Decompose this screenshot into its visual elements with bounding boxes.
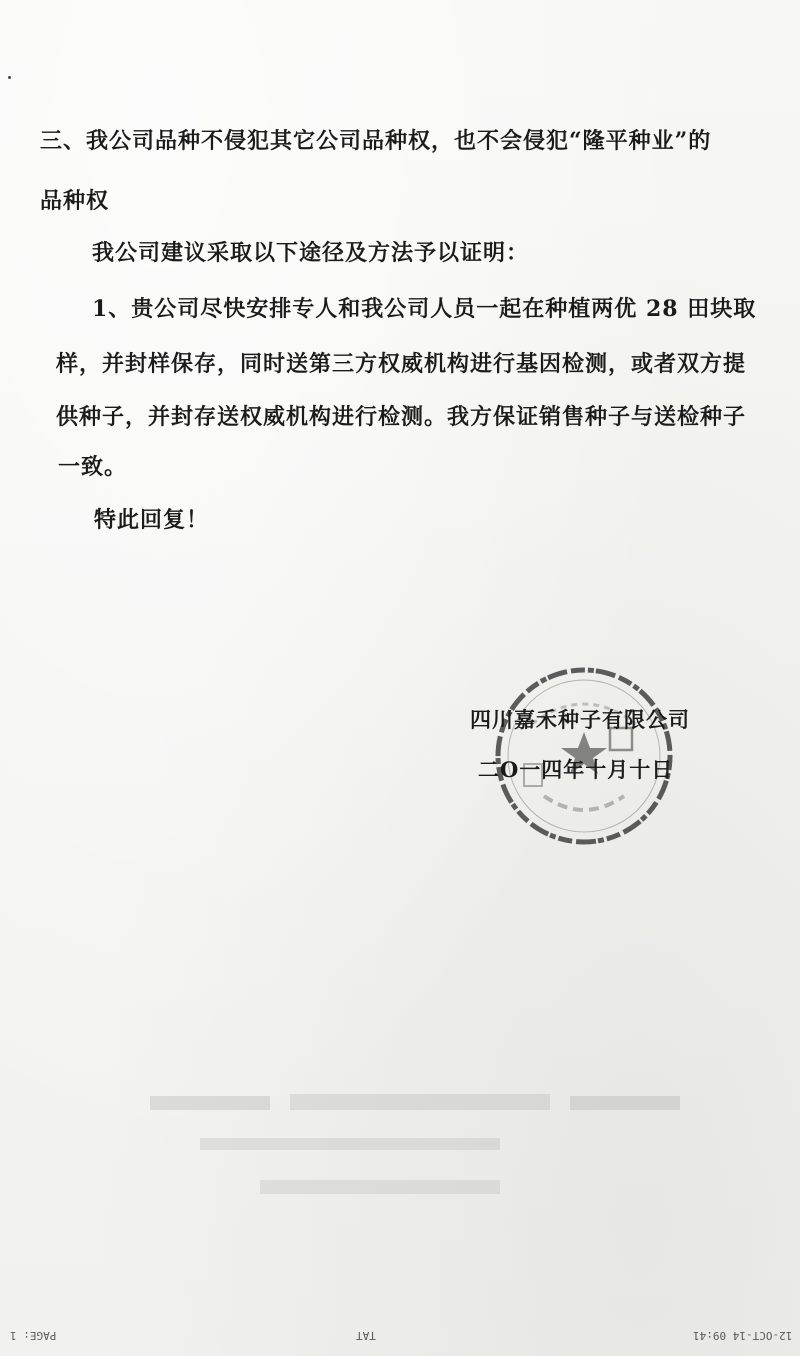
paragraph-proposal-item-1-line-4: 一致。 [58,454,128,480]
paragraph-clause-three-continued: 品种权 [40,188,110,214]
closing-phrase: 特此回复！ [94,507,210,533]
paragraph-proposal-item-1-line-2: 样，并封样保存，同时送第三方权威机构进行基因检测，或者双方提 [56,351,747,377]
fax-page-number: PAGE: 1 [10,1329,57,1342]
paragraph-proposal-item-1-line-3: 供种子，并封存送权威机构进行检测。我方保证销售种子与送检种子 [56,404,747,430]
paragraph-clause-three: 三、我公司品种不侵犯其它公司品种权，也不会侵犯“隆平种业”的 [40,128,712,154]
paragraph-proposal-intro: 我公司建议采取以下途径及方法予以证明： [92,240,530,266]
signature-date: 二O一四年十月十日 [478,757,674,782]
paragraph-proposal-item-1: 1、贵公司尽快安排专人和我公司人员一起在种植两优 28 田块取 [92,296,757,322]
bleed-through-ghost-text [140,1086,700,1206]
scan-speck [8,76,11,79]
signature-company-name: 四川嘉禾种子有限公司 [470,707,690,732]
fax-timestamp: 12-OCT-14 09:41 [692,1329,792,1342]
fax-marker: TAT [356,1329,376,1342]
